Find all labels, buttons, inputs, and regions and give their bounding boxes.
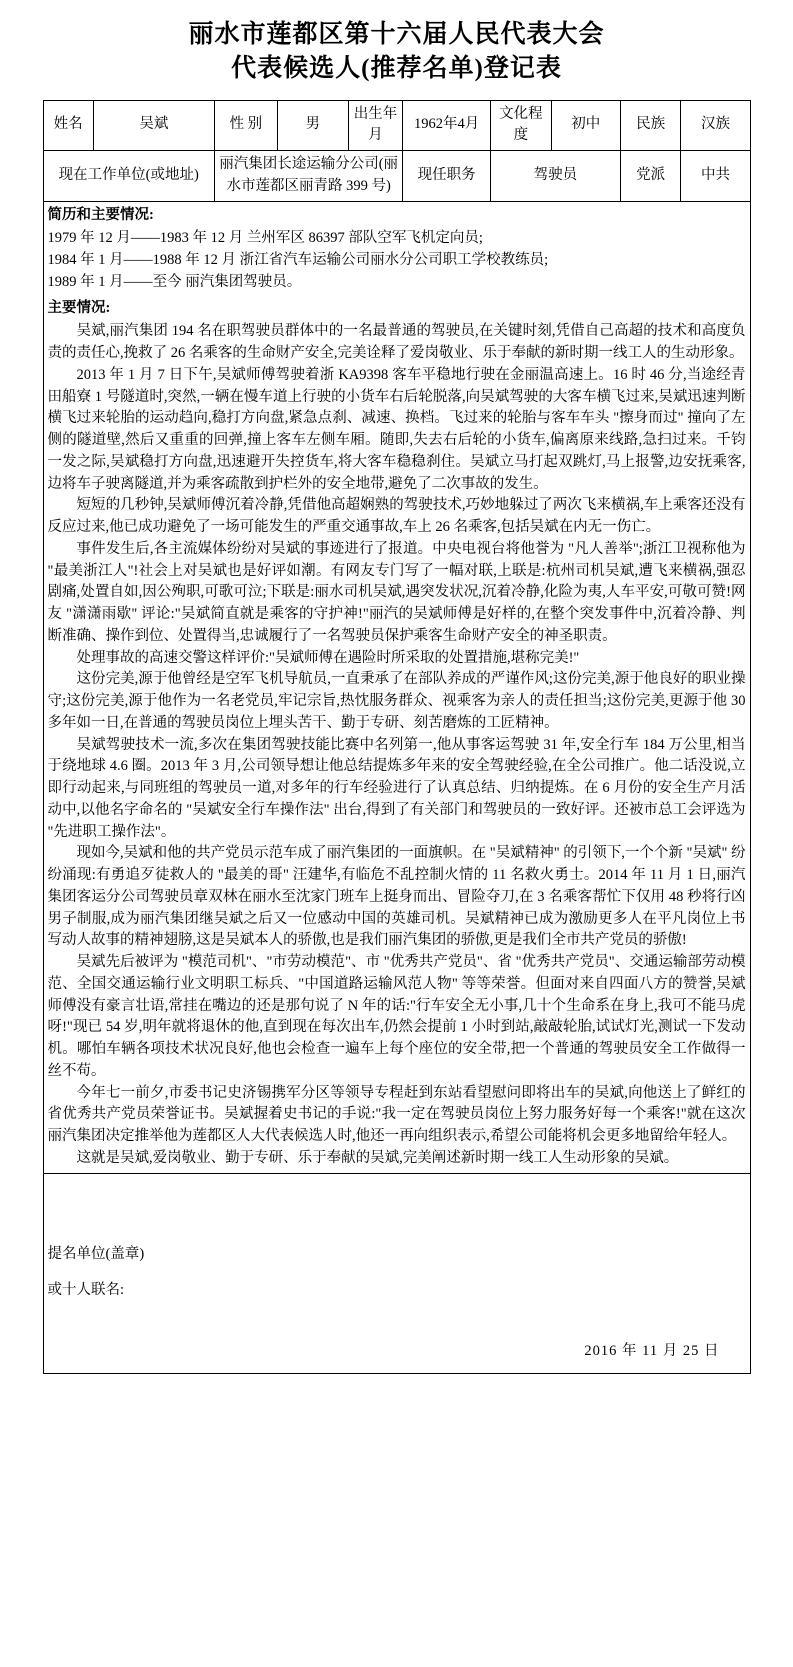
resume-line: 1979 年 12 月——1983 年 12 月 兰州军区 86397 部队空军飞机定向员;	[47, 230, 483, 247]
label-position: 现任职务	[403, 151, 491, 202]
resume-line: 1984 年 1 月——1988 年 12 月 浙江省汽车运输公司丽水分公司职工学校教练员;	[47, 252, 549, 268]
value-education: 初中	[551, 100, 620, 151]
main-paragraph: 这份完美,源于他曾经是空军飞机导航员,一直秉承了在部队养成的严谨作风;这份完美,源于他良好的职业操守;这份完美,源于他作为一名老党员,牢记宗旨,热忱服务群众、视乘客为亲人的责任担当;这份完美,更源于他 30 多年如一日,在普通的驾驶员岗位上埋头苦干、勤于专研、刻苦磨炼的工匠精神。	[47, 671, 746, 731]
value-position: 驾驶员	[491, 151, 621, 202]
main-paragraph: 今年七一前夕,市委书记史济锡携军分区等领导专程赶到东站看望慰问即将出车的吴斌,向他送上了鲜红的省优秀共产党员荣誉证书。吴斌握着史书记的手说:"我一定在驾驶员岗位上努力服务好每一个乘客!"就在这次丽汽集团决定推举他为莲都区人大代表候选人时,他还一再向组织表示,希望公司能将机会更多地留给年轻人。	[47, 1084, 746, 1144]
label-party: 党派	[620, 151, 681, 202]
main-paragraph: 短短的几秒钟,吴斌师傅沉着冷静,凭借他高超娴熟的驾驶技术,巧妙地躲过了两次飞来横祸,车上乘客还没有反应过来,他已成功避免了一场可能发生的严重交通事故,车上 26 名乘客,包括吴斌在内无一伤亡。	[47, 497, 746, 535]
nomination-cell	[43, 1173, 750, 1373]
date-line: 2016 年 11 月 25 日	[584, 1342, 720, 1359]
registration-form-table	[43, 100, 751, 1374]
resume-heading: 简历和主要情况:	[47, 206, 154, 223]
main-paragraph: 处理事故的高速交警这样评价:"吴斌师傅在遇险时所采取的处置措施,堪称完美!"	[76, 649, 580, 666]
title-line-2: 代表候选人(推荐名单)登记表	[231, 54, 562, 82]
value-nation: 汉族	[681, 100, 750, 151]
main-paragraph: 现如今,吴斌和他的共产党员示范车成了丽汽集团的一面旗帜。在 "吴斌精神" 的引领下,一个个新 "吴斌" 纷纷涌现:有勇追歹徒救人的 "最美的哥" 汪建华,有临危不乱控制火情的 11 名救火勇士。2014 年 11 月 1 日,丽汽集团客运分公司驾驶员章双林在丽水至沈家门班车上挺身而出、冒险夺刀,在 3 名乘客帮忙下仅用 48 秒将行凶男子制服,成为丽汽集团继吴斌之后又一位感动中国的英雄司机。吴斌精神已成为激励更多人在平凡岗位上书写动人故事的精神翅膀,这是吴斌本人的骄傲,也是我们丽汽集团的骄傲,更是我们全市共产党员的骄傲!	[47, 845, 746, 949]
main-paragraph: 吴斌驾驶技术一流,多次在集团驾驶技能比赛中名列第一,他从事客运驾驶 31 年,安全行车 184 万公里,相当于绕地球 4.6 圈。2013 年 3 月,公司领导想让他总结提炼多年来的安全驾驶经验,在全公司推广。他二话没说,立即行动起来,与同班组的驾驶员一道,对多年的行车经验进行了认真总结、归纳提炼。在 6 月份的安全生产月活动中,以他名字命名的 "吴斌安全行车操作法" 出台,得到了有关部门和驾驶员的一致好评。还被市总工会评选为 "先进职工操作法"。	[47, 736, 746, 840]
value-name: 吴斌	[93, 100, 214, 151]
main-section-heading: 主要情况:	[47, 299, 111, 316]
table-row-footer	[43, 1173, 750, 1373]
table-row-resume	[43, 201, 750, 1173]
resume-line: 1989 年 1 月——至今 丽汽集团驾驶员。	[47, 273, 302, 290]
main-paragraph: 吴斌先后被评为 "模范司机"、"市劳动模范"、市 "优秀共产党员"、省 "优秀共产党员"、交通运输部劳动模范、全国交通运输行业文明职工标兵、"中国道路运输风范人物" 等等荣誉。但面对来自四面八方的赞誉,吴斌师傅没有豪言壮语,常挂在嘴边的还是那句说了 N 年的话:"行车安全无小事,几十个生命系在身上,我可不能马虎呀!"现已 54 岁,明年就将退休的他,直到现在每次出车,仍然会提前 1 小时到站,敲敲轮胎,试试灯光,测试一下发动机。哪怕车辆各项技术状况良好,他也会检查一遍车上每个座位的安全带,把一个普通的驾驶员安全工作做得一丝不苟。	[47, 954, 746, 1079]
main-paragraph: 吴斌,丽汽集团 194 名在职驾驶员群体中的一名最普通的驾驶员,在关键时刻,凭借自己高超的技术和高度负责的责任心,挽救了 26 名乘客的生命财产安全,完美诠释了爱岗敬业、乐于奉献的新时期一线工人的生动形象。	[47, 323, 746, 361]
label-education: 文化程度	[491, 100, 552, 151]
resume-cell	[43, 201, 750, 1173]
label-gender: 性 别	[215, 100, 278, 151]
page-title	[22, 18, 771, 86]
main-paragraph: 这就是吴斌,爱岗敬业、勤于专研、乐于奉献的吴斌,完美阐述新时期一线工人生动形象的吴斌。	[76, 1149, 679, 1166]
nomination-unit-label: 提名单位(盖章)	[47, 1246, 145, 1263]
ten-person-label: 或十人联名:	[47, 1282, 125, 1298]
value-party: 中共	[681, 151, 750, 202]
value-birth: 1962年4月	[403, 100, 491, 151]
value-workplace: 丽汽集团长途运输分公司(丽水市莲都区丽青路 399 号)	[215, 151, 403, 202]
table-row-basic-info	[43, 100, 750, 151]
label-name: 姓名	[43, 100, 93, 151]
main-paragraph: 事件发生后,各主流媒体纷纷对吴斌的事迹进行了报道。中央电视台将他誉为 "凡人善举";浙江卫视称他为 "最美浙江人"!社会上对吴斌也是好评如潮。有网友专门写了一幅对联,上联是:杭州司机吴斌,遭飞来横祸,强忍剧痛,处置自如,因公殉职,可歌可泣;下联是:丽水司机吴斌,遇突发状况,沉着冷静,化险为夷,人车平安,可敬可赞!网友 "潇潇雨歇" 评论:"吴斌简直就是乘客的守护神!"丽汽的吴斌师傅是好样的,在整个突发事件中,沉着冷静、判断准确、操作到位、处置得当,忠诚履行了一名驾驶员保护乘客生命财产安全的神圣职责。	[47, 540, 746, 644]
label-nation: 民族	[620, 100, 681, 151]
main-paragraph: 2013 年 1 月 7 日下午,吴斌师傅驾驶着浙 KA9398 客车平稳地行驶在金丽温高速上。16 时 46 分,当途经青田船寮 1 号隧道时,突然,一辆在慢车道上行驶的小货车右后轮脱落,向吴斌驾驶的大客车横飞过来,吴斌迅速判断横飞过来轮胎的运动趋向,稳打方向盘,紧急点刹、减速、换档。飞过来的轮胎与客车车头 "擦身而过" 撞向了左侧的隧道壁,然后又重重的回弹,撞上客车左侧车厢。随即,失去右后轮的小货车,偏离原来线路,急扫过来。千钧一发之际,吴斌稳打方向盘,迅速避开失控货车,将大客车稳稳刹住。吴斌立马打起双跳灯,马上报警,边安抚乘客,边将车子驶离隧道,并为乘客疏散到护栏外的安全地带,避免了二次事故的发生。	[47, 366, 746, 492]
label-birth: 出生年月	[348, 100, 402, 151]
value-gender: 男	[277, 100, 348, 151]
table-row-work-info	[43, 151, 750, 202]
label-workplace: 现在工作单位(或地址)	[43, 151, 215, 202]
title-line-1: 丽水市莲都区第十六届人民代表大会	[188, 21, 605, 48]
